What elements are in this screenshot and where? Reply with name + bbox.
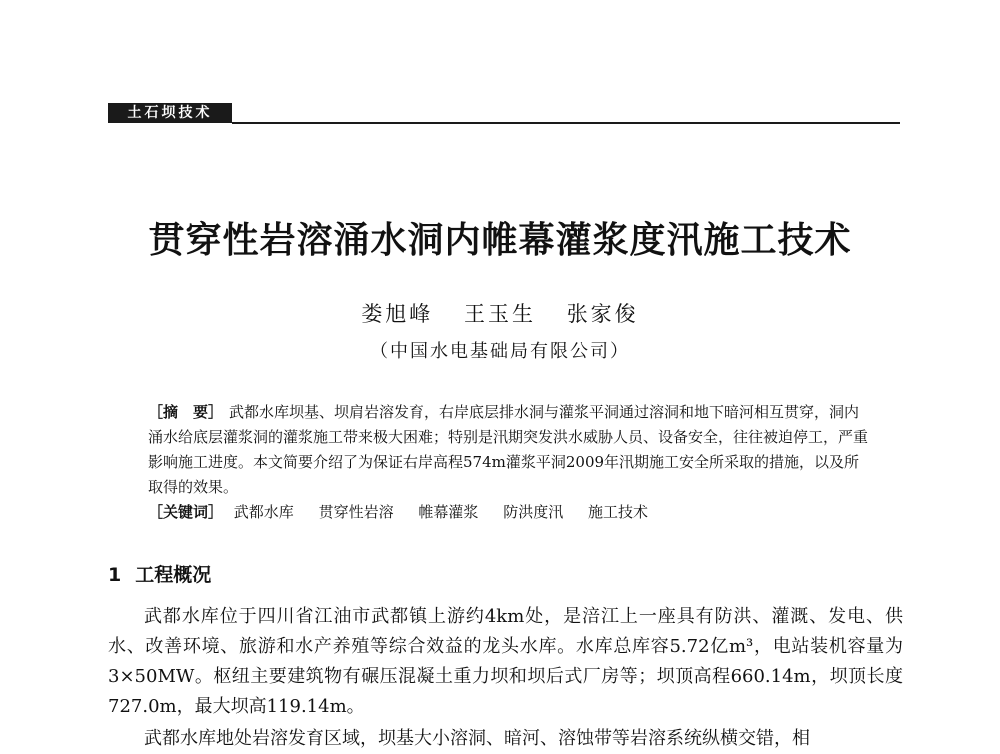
author-name: 张家俊 [566, 302, 639, 326]
abstract-label: ［摘 要］ [148, 403, 224, 421]
author-name: 娄旭峰 [361, 302, 434, 326]
abstract-text: 武都水库坝基、坝肩岩溶发育，右岸底层排水洞与灌浆平洞通过溶洞和地下暗河相互贯穿，洞内涌水给底层灌浆洞的灌浆施工带来极大困难；特别是汛期突发洪水威胁人员、设备安全，往往被迫停工，严重影响施工进度。本文简要介绍了为保证右岸高程574m灌浆平洞2009年汛期施工安全所采取的措施，以及所取得的效果。 [148, 403, 869, 496]
section-number: 1 [108, 564, 122, 586]
abstract-block [148, 400, 872, 525]
section-tag: 土石坝技术 [108, 103, 232, 123]
keyword: 施工技术 [587, 503, 648, 521]
section-title: 工程概况 [135, 564, 212, 586]
keywords-label: ［关键词］ [148, 503, 224, 521]
author-affiliation: （中国水电基础局有限公司） [370, 341, 630, 362]
author-list [0, 298, 1000, 328]
keyword: 防洪度汛 [503, 503, 564, 521]
header-rule [232, 122, 900, 124]
body-paragraph: 武都水库位于四川省江油市武都镇上游约4km处，是涪江上一座具有防洪、灌溉、发电、供水、改善环境、旅游和水产养殖等综合效益的龙头水库。水库总库容5.72亿m³，电站装机容量为3×50MW。枢纽主要建筑物有碾压混凝土重力坝和坝后式厂房等；坝顶高程660.14m，坝顶长度727.0m，最大坝高119.14m。 [108, 606, 903, 717]
keywords-line [148, 500, 872, 525]
running-header [108, 103, 900, 125]
keyword: 贯穿性岩溶 [318, 503, 394, 521]
section-body [108, 602, 903, 754]
keyword: 武都水库 [233, 503, 294, 521]
body-paragraph: 武都水库地处岩溶发育区域，坝基大小溶洞、暗河、溶蚀带等岩溶系统纵横交错，相 [144, 728, 810, 749]
abstract-paragraph [148, 400, 872, 500]
section-heading [108, 560, 211, 587]
keyword: 帷幕灌浆 [418, 503, 479, 521]
article-title: 贯穿性岩溶涌水洞内帷幕灌浆度汛施工技术 [148, 219, 852, 261]
author-name: 王玉生 [464, 302, 536, 326]
